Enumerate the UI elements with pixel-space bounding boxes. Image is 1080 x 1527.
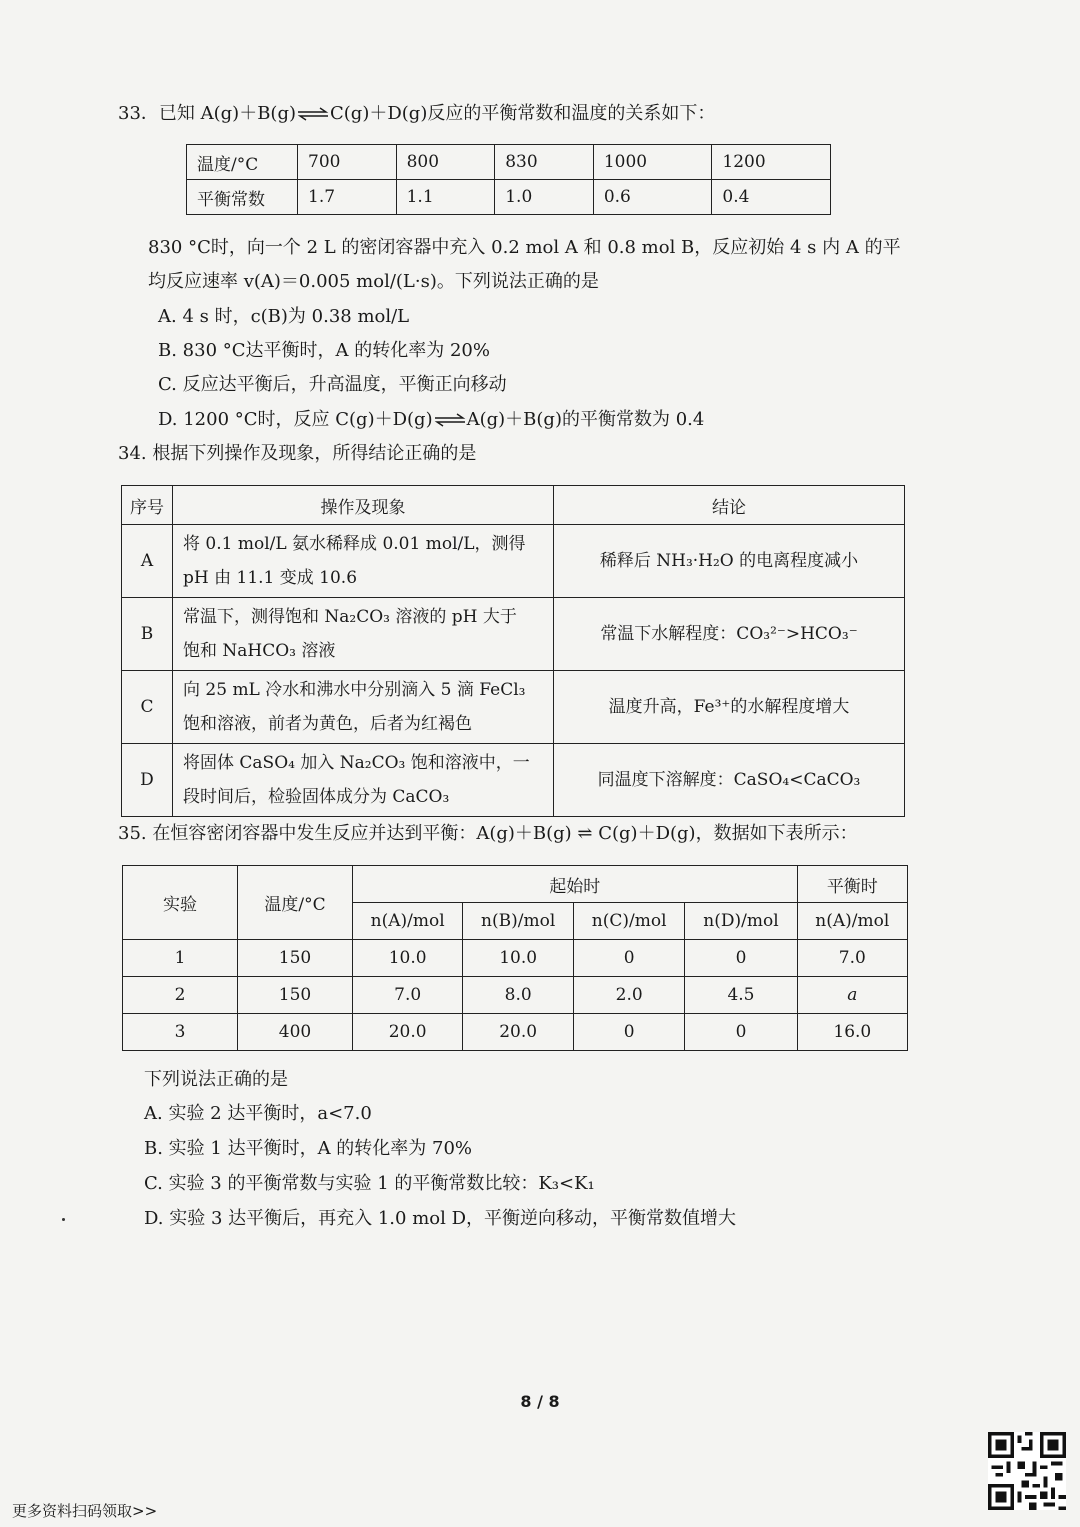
q35-cell: 4.5	[685, 977, 797, 1014]
table-row	[122, 525, 905, 598]
qr-code-icon[interactable]	[988, 1432, 1066, 1510]
q34-row-label: D	[122, 744, 173, 817]
q34-row-conclusion: 常温下水解程度：CO₃²⁻>HCO₃⁻	[554, 598, 905, 671]
table-row	[123, 866, 908, 903]
q34-row-operation	[173, 671, 554, 744]
q35-cell: 0	[685, 940, 797, 977]
table-row	[123, 940, 908, 977]
q33-stem-part-b: C(g)＋D(g)反应的平衡常数和温度的关系如下：	[330, 103, 716, 124]
q34-row-conclusion: 温度升高，Fe³⁺的水解程度增大	[554, 671, 905, 744]
q33-temp-cell: 830	[495, 145, 594, 180]
q35-header-initial: 起始时	[353, 866, 798, 903]
q35-prompt: 下列说法正确的是	[144, 1069, 288, 1090]
q33-option-d-part-b: A(g)＋B(g)的平衡常数为 0.4	[466, 409, 705, 430]
q33-temp-cell: 700	[298, 145, 397, 180]
q35-cell: 10.0	[353, 940, 463, 977]
q33-table	[186, 144, 831, 215]
q34-row-label: B	[122, 598, 173, 671]
table-row	[187, 145, 831, 180]
q34-operation-line: 饱和溶液，前者为黄色，后者为红褐色	[183, 714, 472, 734]
q35-option-a: A. 实验 2 达平衡时，a<7.0	[144, 1103, 372, 1124]
q33-temp-cell: 1000	[593, 145, 712, 180]
q35-cell: 0	[573, 1014, 684, 1051]
table-row	[123, 1014, 908, 1051]
q35-header-temperature: 温度/°C	[238, 866, 353, 940]
q35-option-d: D. 实验 3 达平衡后，再充入 1.0 mol D，平衡逆向移动，平衡常数值增大	[144, 1208, 737, 1229]
q33-condition-line-1: 830 °C时，向一个 2 L 的密闭容器中充入 0.2 mol A 和 0.8 mol B，反应初始 4 s 内 A 的平	[148, 237, 901, 258]
q35-cell: 20.0	[353, 1014, 463, 1051]
q33-temp-cell: 800	[396, 145, 495, 180]
q35-stem: 35. 在恒容密闭容器中发生反应并达到平衡：A(g)＋B(g) ⇌ C(g)＋D(g)，数据如下表所示：	[118, 823, 858, 844]
q33-constant-cell: 1.0	[495, 180, 594, 215]
q33-temp-cell: 1200	[712, 145, 831, 180]
q34-row-operation	[173, 525, 554, 598]
q35-cell: a	[797, 977, 907, 1014]
q35-cell: 400	[238, 1014, 353, 1051]
q35-option-b: B. 实验 1 达平衡时，A 的转化率为 70%	[144, 1138, 473, 1159]
q35-cell: 1	[123, 940, 238, 977]
q35-subheader: n(A)/mol	[353, 903, 463, 940]
q35-option-c: C. 实验 3 的平衡常数与实验 1 的平衡常数比较：K₃<K₁	[144, 1173, 595, 1194]
q33-option-b: B. 830 °C达平衡时，A 的转化率为 20%	[158, 340, 490, 361]
q33-option-c: C. 反应达平衡后，升高温度，平衡正向移动	[158, 374, 507, 395]
table-row	[123, 977, 908, 1014]
q34-row-operation	[173, 598, 554, 671]
q35-header-equilibrium: 平衡时	[797, 866, 907, 903]
table-row	[122, 486, 905, 525]
table-row	[122, 598, 905, 671]
q34-row-operation	[173, 744, 554, 817]
q35-cell: 150	[238, 977, 353, 1014]
q33-stem-part-a: 33．已知 A(g)＋B(g)	[118, 103, 296, 124]
q35-header-experiment: 实验	[123, 866, 238, 940]
q35-cell: 7.0	[797, 940, 907, 977]
q34-operation-line: pH 由 11.1 变成 10.6	[183, 568, 358, 588]
q35-table	[122, 865, 908, 1051]
q35-subheader: n(D)/mol	[685, 903, 797, 940]
q33-constant-cell: 1.7	[298, 180, 397, 215]
q35-cell: 3	[123, 1014, 238, 1051]
q33-constant-cell: 1.1	[396, 180, 495, 215]
q33-constant-cell: 0.6	[593, 180, 712, 215]
table-row	[122, 671, 905, 744]
q33-stem	[118, 102, 715, 126]
q35-subheader: n(B)/mol	[463, 903, 574, 940]
q35-cell: 8.0	[463, 977, 574, 1014]
q34-header-index: 序号	[122, 486, 173, 525]
q34-operation-line: 常温下，测得饱和 Na₂CO₃ 溶液的 pH 大于	[183, 607, 517, 627]
q34-operation-line: 将固体 CaSO₄ 加入 Na₂CO₃ 饱和溶液中，一	[183, 753, 530, 773]
q33-header-temperature: 温度/°C	[187, 145, 298, 180]
q35-cell: 0	[573, 940, 684, 977]
q34-operation-line: 段时间后，检验固体成分为 CaCO₃	[183, 787, 450, 807]
q34-operation-line: 饱和 NaHCO₃ 溶液	[183, 641, 336, 661]
q35-cell: 10.0	[463, 940, 574, 977]
q35-cell: 20.0	[463, 1014, 574, 1051]
page-number: 8 / 8	[520, 1392, 560, 1411]
q33-option-d	[158, 408, 704, 432]
q33-option-d-part-a: D. 1200 °C时，反应 C(g)＋D(g)	[158, 409, 433, 430]
q34-header-operation: 操作及现象	[173, 486, 554, 525]
equilibrium-arrow-icon	[433, 413, 467, 427]
q34-table	[121, 485, 905, 817]
q33-constant-cell: 0.4	[712, 180, 831, 215]
q34-operation-line: 将 0.1 mol/L 氨水稀释成 0.01 mol/L，测得	[183, 534, 526, 554]
q35-cell: 2.0	[573, 977, 684, 1014]
q35-cell: 0	[685, 1014, 797, 1051]
footer-text[interactable]: 更多资料扫码领取>>	[12, 1502, 158, 1520]
q35-subheader: n(C)/mol	[573, 903, 684, 940]
q33-condition-line-2: 均反应速率 v(A)＝0.005 mol/(L·s)。下列说法正确的是	[148, 271, 599, 292]
q34-row-conclusion: 稀释后 NH₃·H₂O 的电离程度减小	[554, 525, 905, 598]
q35-cell: 7.0	[353, 977, 463, 1014]
q35-subheader: n(A)/mol	[797, 903, 907, 940]
q35-cell: 150	[238, 940, 353, 977]
q34-operation-line: 向 25 mL 冷水和沸水中分别滴入 5 滴 FeCl₃	[183, 680, 526, 700]
equilibrium-arrow-icon	[296, 107, 330, 121]
q35-cell: 16.0	[797, 1014, 907, 1051]
q35-cell: 2	[123, 977, 238, 1014]
q34-row-label: C	[122, 671, 173, 744]
q34-header-conclusion: 结论	[554, 486, 905, 525]
q34-row-label: A	[122, 525, 173, 598]
table-row	[122, 744, 905, 817]
q34-stem: 34. 根据下列操作及现象，所得结论正确的是	[118, 443, 477, 464]
q33-header-constant: 平衡常数	[187, 180, 298, 215]
table-row	[187, 180, 831, 215]
q34-row-conclusion: 同温度下溶解度：CaSO₄<CaCO₃	[554, 744, 905, 817]
scan-dot	[62, 1218, 65, 1221]
q33-option-a: A. 4 s 时，c(B)为 0.38 mol/L	[158, 306, 410, 327]
